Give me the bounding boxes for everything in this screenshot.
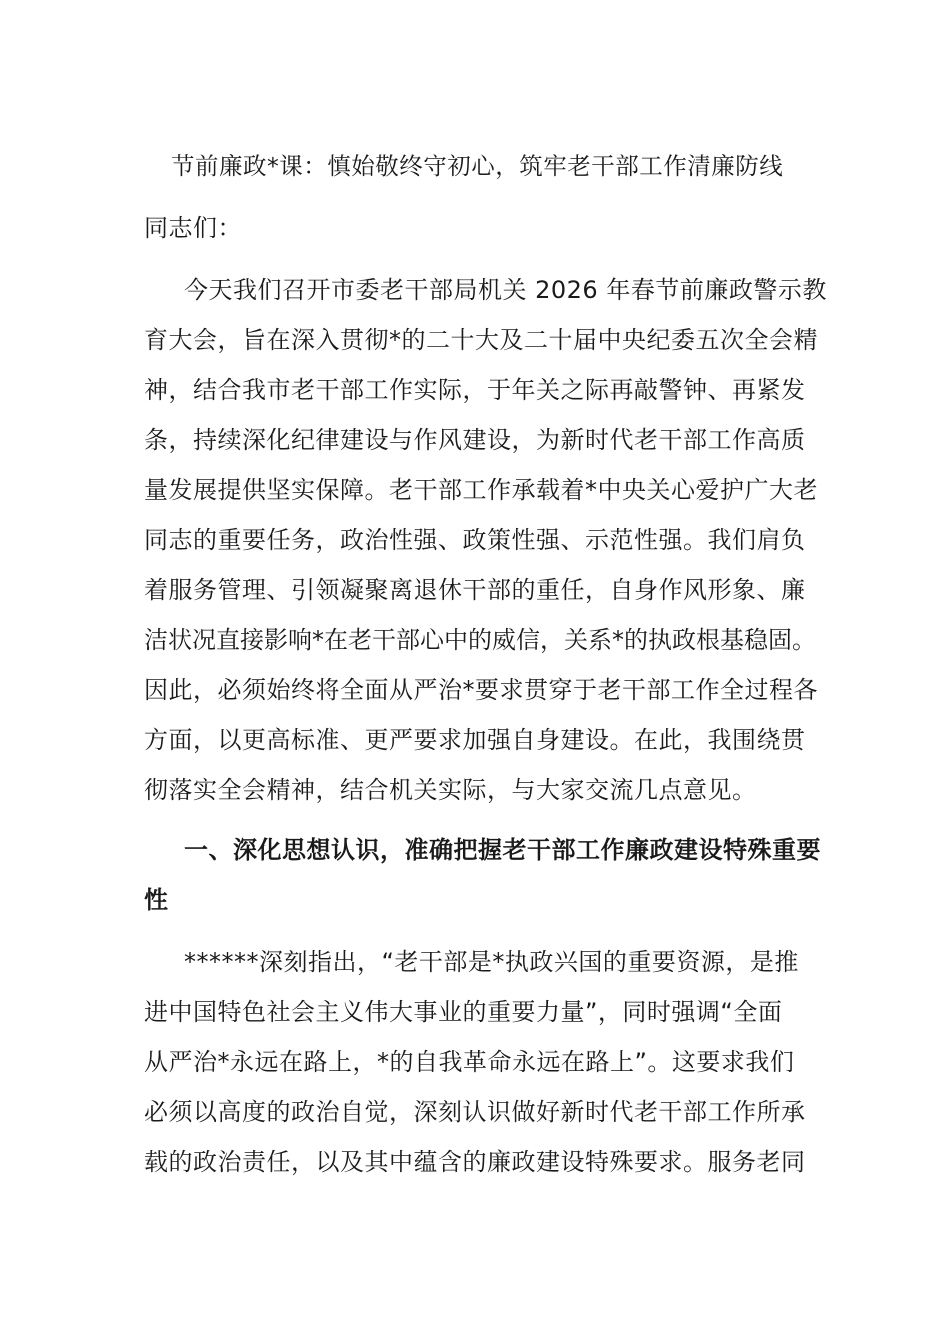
intro-line: 神，结合我市老干部工作实际，于年关之际再敲警钟、再紧发 [144,376,806,404]
section-heading: 性 [144,886,169,914]
intro-line: 因此，必须始终将全面从严治*要求贯穿于老干部工作全过程各 [144,676,818,704]
intro-line: 方面，以更高标准、更严要求加强自身建设。在此，我围绕贯 [144,726,806,754]
intro-line: 育大会，旨在深入贯彻*的二十大及二十届中央纪委五次全会精 [144,326,818,354]
intro-line: 着服务管理、引领凝聚离退休干部的重任，自身作风形象、廉 [144,576,806,604]
intro-line: 条，持续深化纪律建设与作风建设，为新时代老干部工作高质 [144,426,806,454]
salutation: 同志们： [144,214,242,242]
section-heading: 一、深化思想认识，准确把握老干部工作廉政建设特殊重要 [184,836,821,864]
section-body-line: ******深刻指出，“老干部是*执政兴国的重要资源，是推 [184,948,799,976]
document-title: 节前廉政*课：慎始敬终守初心，筑牢老干部工作清廉防线 [171,152,784,180]
intro-line: 彻落实全会精神，结合机关实际，与大家交流几点意见。 [144,776,757,804]
intro-line: 洁状况直接影响*在老干部心中的威信，关系*的执政根基稳固。 [144,626,816,654]
section-body-line: 载的政治责任，以及其中蕴含的廉政建设特殊要求。服务老同 [144,1148,806,1176]
intro-line: 今天我们召开市委老干部局机关 2026 年春节前廉政警示教 [184,276,827,304]
intro-line: 同志的重要任务，政治性强、政策性强、示范性强。我们肩负 [144,526,806,554]
section-body-line: 必须以高度的政治自觉，深刻认识做好新时代老干部工作所承 [144,1098,806,1126]
intro-line: 量发展提供坚实保障。老干部工作承载着*中央关心爱护广大老 [144,476,818,504]
section-body-line: 进中国特色社会主义伟大事业的重要力量”，同时强调“全面 [144,998,783,1026]
section-body-line: 从严治*永远在路上，*的自我革命永远在路上”。这要求我们 [144,1048,795,1076]
